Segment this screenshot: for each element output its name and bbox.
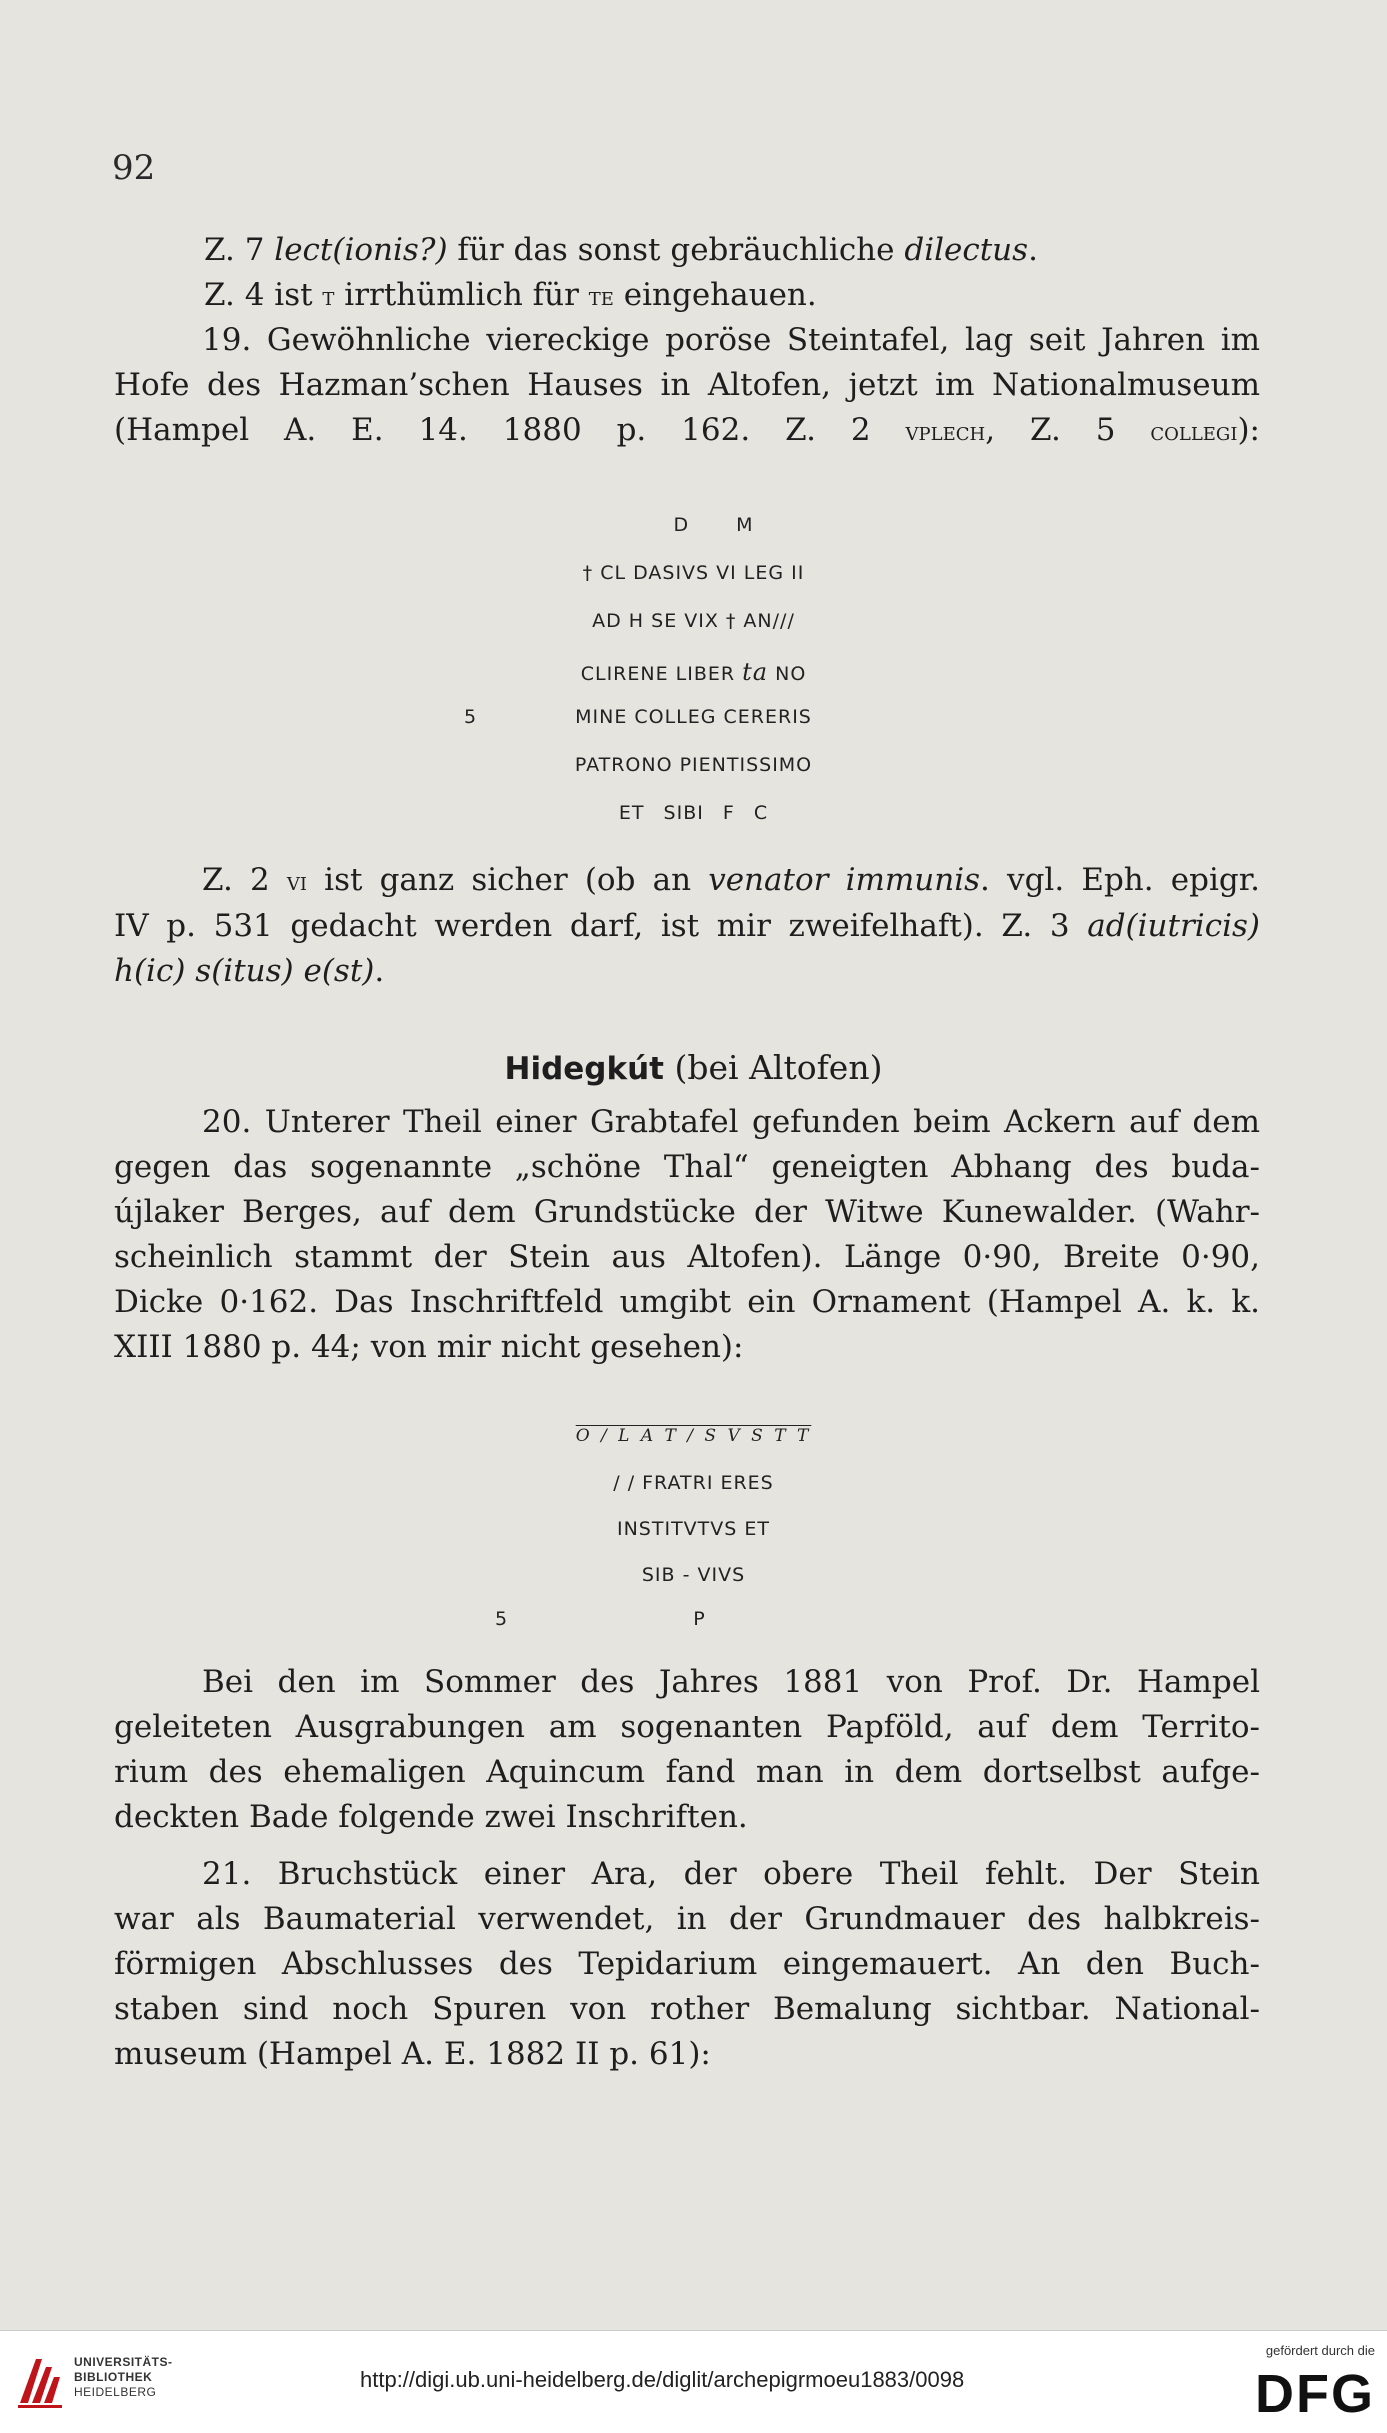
- text-line: war als Baumaterial verwendet, in der Grundmauer des halbkreis-: [114, 1901, 1260, 1937]
- text-line: förmigen Abschlusses des Tepidarium eingemauert. An den Buch-: [114, 1946, 1260, 1982]
- text-line: Dicke 0·162. Das Inschriftfeld umgibt ein Ornament (Hampel A. k. k.: [114, 1284, 1260, 1320]
- paragraph-20: [114, 1100, 1260, 1370]
- funded-by-label: gefördert durch die: [1265, 2343, 1375, 2358]
- text-line: Z. 7 lect(ionis?) für das sonst gebräuchliche dilectus.: [204, 232, 1038, 268]
- inscription-line: 5 MINE COLLEG CERERIS: [464, 706, 812, 728]
- text-line: újlaker Berges, auf dem Grundstücke der Witwe Kunewalder. (Wahr-: [114, 1194, 1260, 1230]
- inscription-line: AD H SE VIX † AN///: [592, 610, 795, 632]
- inscription-line: PATRONO PIENTISSIMO: [574, 754, 813, 776]
- library-logo[interactable]: [16, 2353, 186, 2413]
- permalink-url[interactable]: http://digi.ub.uni-heidelberg.de/diglit/archepigrmoeu1883/0098: [360, 2367, 965, 2392]
- footer-bar: [0, 2330, 1387, 2433]
- page-number: 92: [112, 148, 156, 188]
- inscription-line: INSTITVTVS ET: [616, 1518, 770, 1540]
- inscription-line: CLIRENE LIBER ta NO: [580, 658, 807, 686]
- note-z7: [114, 228, 1260, 319]
- text-line: IV p. 531 gedacht werden darf, ist mir zweifelhaft). Z. 3 ad(iutricis): [114, 908, 1260, 944]
- inscription-line: O / L A T / S V S T T: [575, 1426, 812, 1446]
- text-line: 21. Bruchstück einer Ara, der obere Theil fehlt. Der Stein: [202, 1856, 1260, 1892]
- text-line: museum (Hampel A. E. 1882 II p. 61):: [114, 2036, 711, 2072]
- inscription-line: 5 P: [495, 1608, 706, 1630]
- note-z2: [114, 858, 1260, 994]
- text-line: geleiteten Ausgrabungen am sogenanten Papföld, auf dem Territo-: [114, 1709, 1260, 1745]
- text-line: Z. 4 ist t irrthümlich für te eingehauen.: [204, 277, 817, 313]
- library-logo-text: UNIVERSITÄTS- BIBLIOTHEK HEIDELBERG: [74, 2355, 173, 2399]
- text-line: Bei den im Sommer des Jahres 1881 von Prof. Dr. Hampel: [202, 1664, 1260, 1700]
- section-heading: Hidegkút (bei Altofen): [504, 1048, 883, 1087]
- inscription-line: SIB - VIVS: [641, 1564, 746, 1586]
- line-number: 5: [495, 1608, 509, 1630]
- paragraph-excavation: [114, 1660, 1260, 1840]
- text-line: XIII 1880 p. 44; von mir nicht gesehen):: [114, 1329, 744, 1365]
- library-logo-icon: [16, 2353, 64, 2411]
- text-line: staben sind noch Spuren von rother Bemalung sichtbar. National-: [114, 1991, 1260, 2027]
- dfg-logo[interactable]: DFG: [1255, 2364, 1375, 2424]
- text-line: h(ic) s(itus) e(st).: [114, 953, 385, 989]
- text-line: gegen das sogenannte „schöne Thal“ geneigten Abhang des buda-: [114, 1149, 1260, 1185]
- text-line: scheinlich stammt der Stein aus Altofen). Länge 0·90, Breite 0·90,: [114, 1239, 1260, 1275]
- text-line: Hofe des Hazman’schen Hauses in Altofen, jetzt im Nationalmuseum: [114, 367, 1260, 403]
- line-number: 5: [464, 706, 478, 728]
- text-line: Z. 2 vi ist ganz sicher (ob an venator immunis. vgl. Eph. epigr.: [202, 862, 1260, 898]
- text-line: (Hampel A. E. 14. 1880 p. 162. Z. 2 vplech, Z. 5 collegi):: [114, 412, 1260, 448]
- inscription-line: D M: [673, 514, 754, 536]
- text-line: deckten Bade folgende zwei Inschriften.: [114, 1799, 748, 1835]
- paragraph-21: [114, 1852, 1260, 2077]
- text-line: 19. Gewöhnliche viereckige poröse Steintafel, lag seit Jahren im: [202, 322, 1260, 358]
- inscription-line: / / FRATRI ERES: [613, 1472, 774, 1494]
- inscription-line: † CL DASIVS VI LEG II: [582, 562, 805, 584]
- text-line: rium des ehemaligen Aquincum fand man in dem dortselbst aufge-: [114, 1754, 1260, 1790]
- paragraph-19: [114, 318, 1260, 454]
- text-line: 20. Unterer Theil einer Grabtafel gefunden beim Ackern auf dem: [202, 1104, 1260, 1140]
- inscription-line: ET SIBI F C: [618, 802, 769, 824]
